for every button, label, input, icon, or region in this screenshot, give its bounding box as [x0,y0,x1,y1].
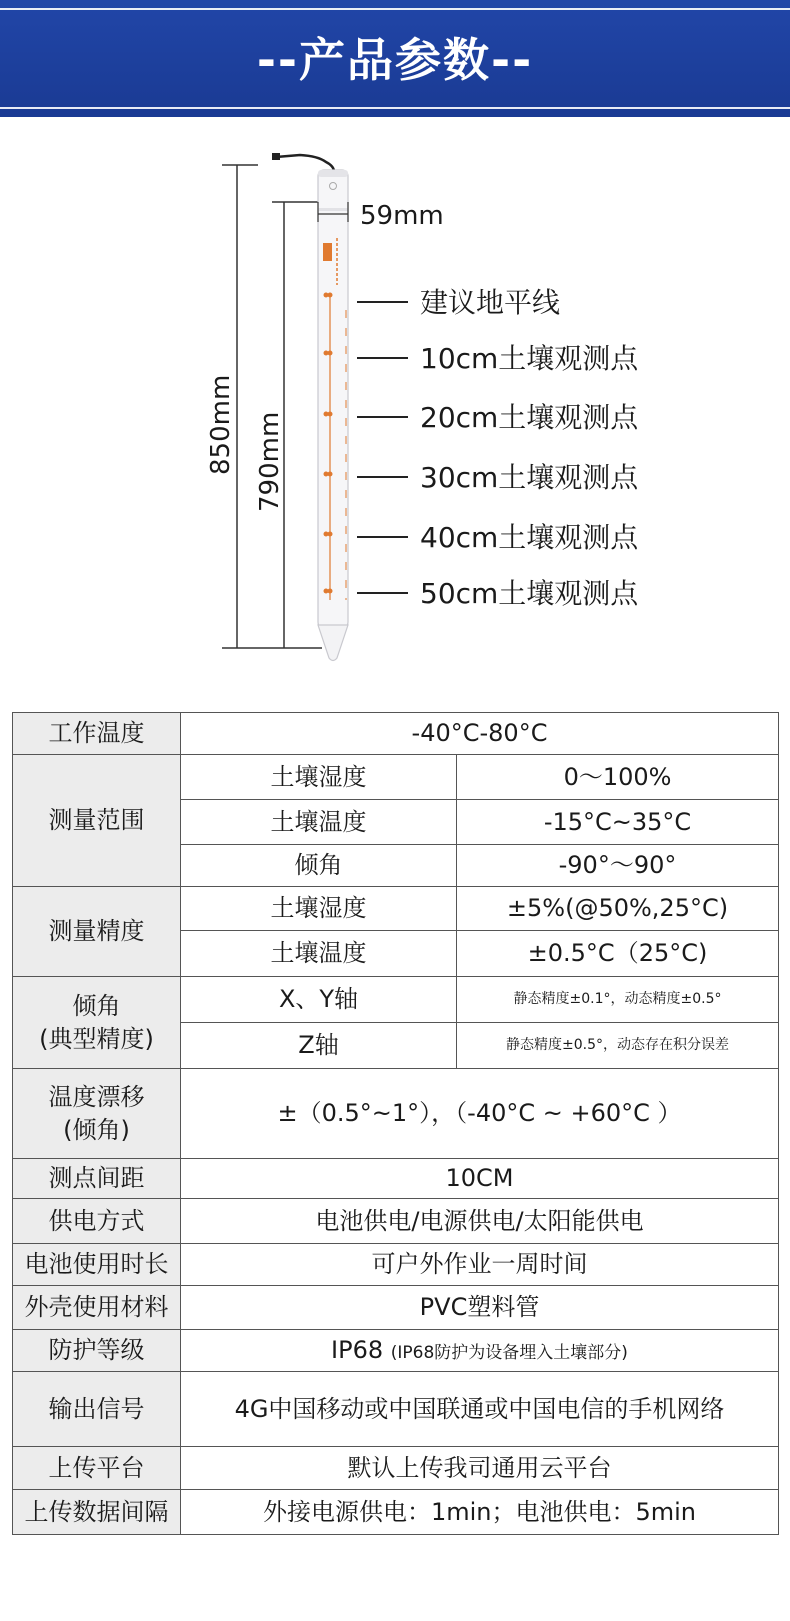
spec-label-material: 外壳使用材料 [13,1286,181,1330]
spec-row-drift [13,1069,779,1159]
spec-label-power: 供电方式 [13,1199,181,1244]
spec-row-power [13,1199,779,1244]
callout-ground-label: 建议地平线 [420,286,561,319]
spec-label-output: 输出信号 [13,1372,181,1447]
spec-value-battery: 可户外作业一周时间 [181,1244,779,1286]
spec-value-interval: 外接电源供电：1min；电池供电：5min [181,1490,779,1535]
callout-30cm [357,461,639,494]
spec-label-platform: 上传平台 [13,1447,181,1490]
spec-value-drift: ±（0.5°~1°），（-40°C ~ +60°C ） [181,1069,779,1159]
spec-label-battery: 电池使用时长 [13,1244,181,1286]
spec-value-spacing: 10CM [181,1159,779,1199]
spec-label-range: 测量范围 [13,755,181,887]
spec-value-platform: 默认上传我司通用云平台 [181,1447,779,1490]
spec-label-protection: 防护等级 [13,1330,181,1372]
callout-30cm-label: 30cm土壤观测点 [420,461,639,494]
product-drawing [0,130,790,690]
banner-bottom-line [0,107,790,109]
cable-connector [272,153,280,160]
spec-value-range-3: -90°～90° [457,845,779,887]
spec-row-battery [13,1244,779,1286]
dimension-850-label: 850mm [206,374,236,475]
spec-value-tilt-2: 静态精度±0.5°，动态存在积分误差 [457,1023,779,1069]
spec-row-tilt-1 [13,977,779,1023]
spec-row-output [13,1372,779,1447]
spec-value-range-2: -15°C~35°C [457,800,779,845]
dimension-59-label: 59mm [360,201,444,231]
dimension-790-label: 790mm [255,411,285,512]
spec-label-drift [13,1069,181,1159]
spec-value-protection-cell [181,1330,779,1372]
spec-row-work-temp [13,713,779,755]
spec-table [12,712,779,1535]
spec-value-protection: IP68 [331,1336,384,1365]
spec-value-output: 4G中国移动或中国联通或中国电信的手机网络 [181,1372,779,1447]
callout-ground-line [357,286,560,319]
spec-value-material: PVC塑料管 [181,1286,779,1330]
spec-label-interval: 上传数据间隔 [13,1490,181,1535]
callout-20cm [357,401,639,434]
spec-label-spacing: 测点间距 [13,1159,181,1199]
callout-50cm [357,577,639,610]
dimension-850 [206,165,322,648]
spec-label-work-temp: 工作温度 [13,713,181,755]
spec-value-tilt-1: 静态精度±0.1°，动态精度±0.5° [457,977,779,1023]
spec-sub-range-2: 土壤温度 [181,800,457,845]
callout-20cm-label: 20cm土壤观测点 [420,401,639,434]
callout-50cm-label: 50cm土壤观测点 [420,577,639,610]
spec-label-drift-line2: (倾角) [63,1115,130,1144]
spec-value-range-1: 0～100% [457,755,779,800]
spec-label-tilt-line1: 倾角 [72,992,121,1021]
spec-note-protection: (IP68防护为设备埋入土壤部分) [390,1343,628,1364]
probe-body [318,170,348,661]
spec-label-accuracy: 测量精度 [13,887,181,977]
callout-10cm-label: 10cm土壤观测点 [420,342,639,375]
spec-row-spacing [13,1159,779,1199]
callout-40cm-label: 40cm土壤观测点 [420,521,639,554]
spec-sub-tilt-1: X、Y轴 [181,977,457,1023]
spec-row-platform [13,1447,779,1490]
spec-sub-tilt-2: Z轴 [181,1023,457,1069]
spec-row-interval [13,1490,779,1535]
spec-value-work-temp: -40°C-80°C [181,713,779,755]
banner-top-line [0,8,790,10]
spec-sub-accuracy-1: 土壤湿度 [181,887,457,931]
spec-sub-range-1: 土壤湿度 [181,755,457,800]
spec-label-tilt-line2: (典型精度) [39,1024,154,1053]
spec-row-accuracy-1 [13,887,779,931]
spec-value-accuracy-1: ±5%(@50%,25°C) [457,887,779,931]
spec-label-drift-line1: 温度漂移 [48,1083,145,1112]
spec-row-range-1 [13,755,779,800]
spec-value-accuracy-2: ±0.5°C（25°C) [457,931,779,977]
callout-10cm [357,342,639,375]
callout-40cm [357,521,639,554]
spec-row-protection [13,1330,779,1372]
page-title: --产品参数-- [256,33,534,87]
spec-value-power: 电池供电/电源供电/太阳能供电 [181,1199,779,1244]
header-banner [0,0,790,117]
spec-row-material [13,1286,779,1330]
spec-sub-range-3: 倾角 [181,845,457,887]
spec-sub-accuracy-2: 土壤温度 [181,931,457,977]
spec-label-tilt [13,977,181,1069]
